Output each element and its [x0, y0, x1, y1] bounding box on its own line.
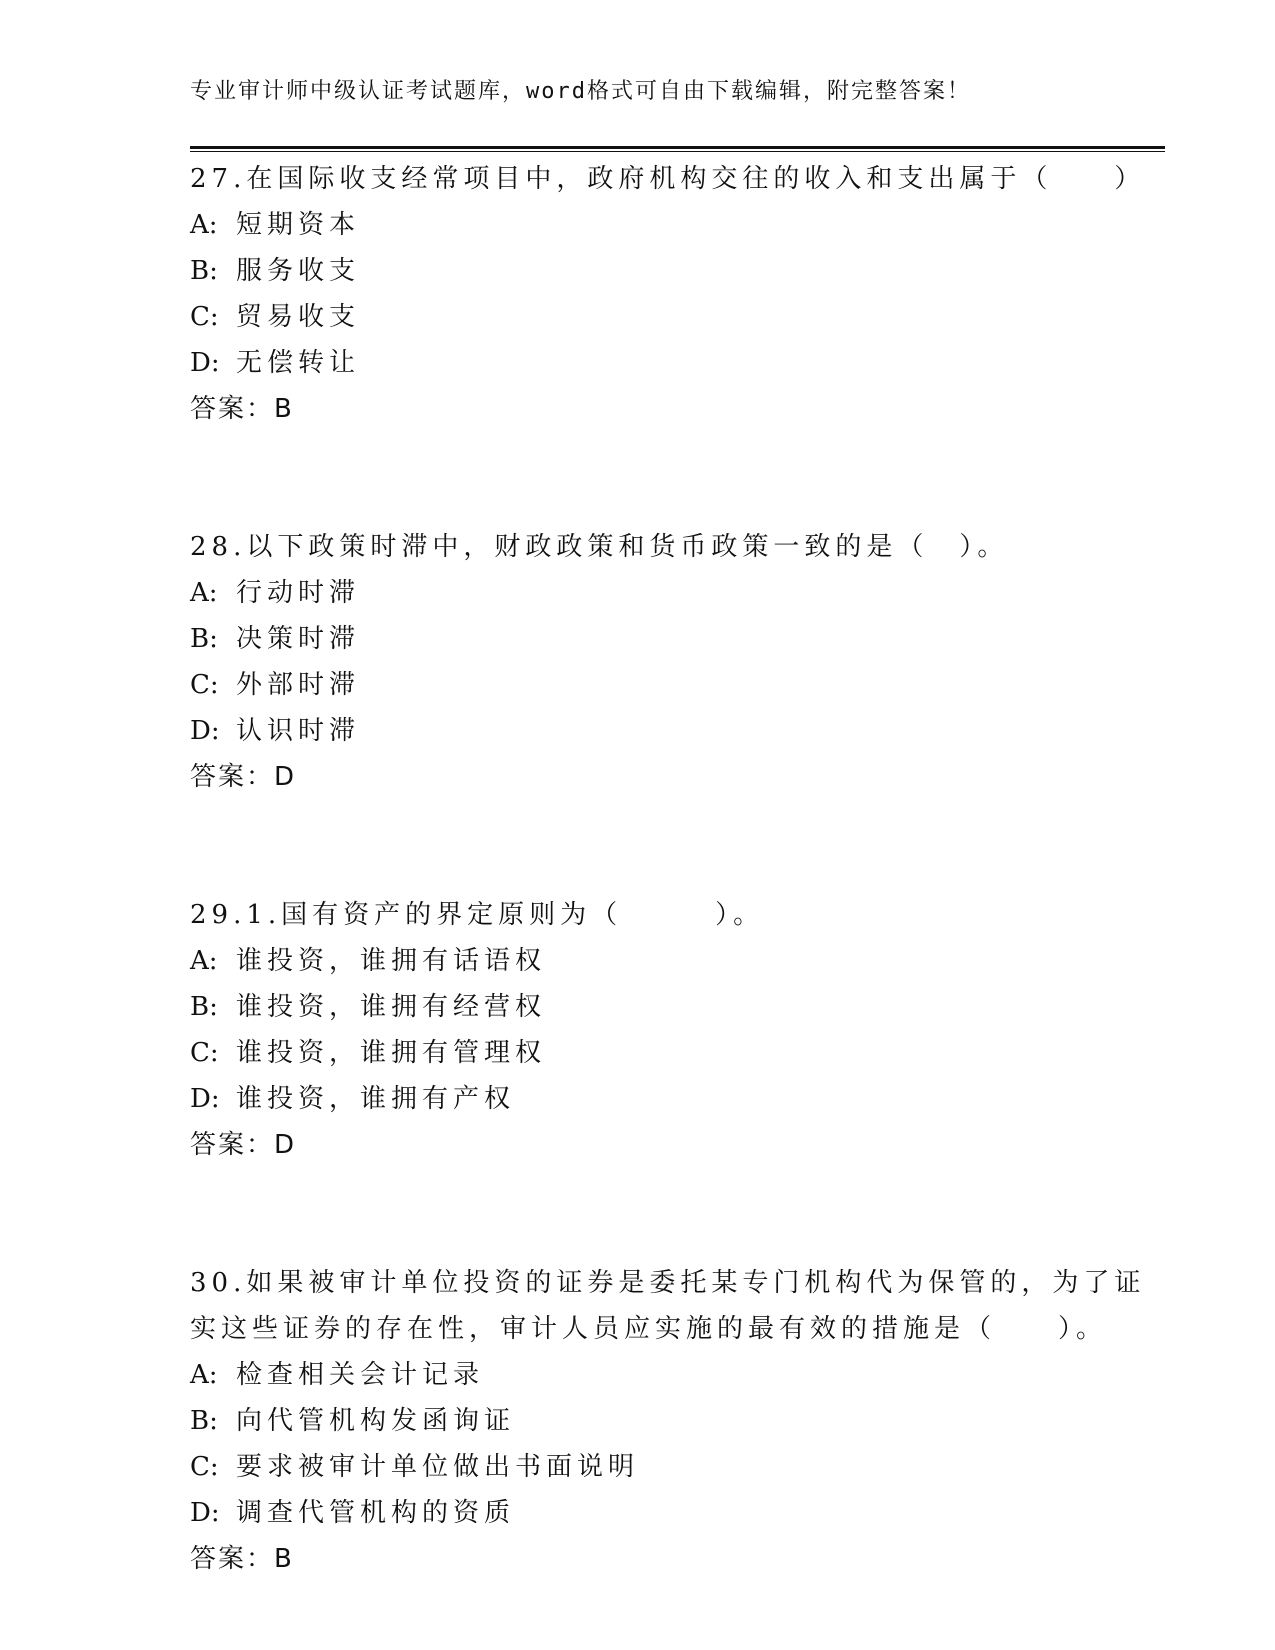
answer-line: 答案：B — [190, 1544, 294, 1574]
option-key: C: — [190, 670, 219, 700]
option-key: B: — [190, 256, 218, 286]
spacer — [190, 432, 1090, 524]
spacer — [190, 800, 1090, 892]
option-text: 检查相关会计记录 — [236, 1360, 485, 1390]
question-stem: 29.1.国有资产的界定原则为（ ）。 — [190, 900, 765, 930]
answer-line: 答案：B — [190, 394, 294, 424]
option-key: C: — [190, 1038, 219, 1068]
option-text: 外部时滞 — [236, 670, 361, 700]
option-c — [190, 1444, 1090, 1490]
option-key: A: — [190, 578, 218, 608]
header-divider-thin — [190, 151, 1165, 152]
option-text: 谁投资，谁拥有管理权 — [236, 1038, 547, 1068]
option-text: 认识时滞 — [236, 716, 361, 746]
question-stem: 27.在国际收支经常项目中，政府机构交往的收入和支出属于（ ） — [190, 164, 1146, 194]
option-text: 贸易收支 — [236, 302, 361, 332]
option-text: 谁投资，谁拥有话语权 — [236, 946, 547, 976]
option-d — [190, 708, 1090, 754]
option-key: C: — [190, 1452, 219, 1482]
option-key: A: — [190, 210, 218, 240]
option-text: 短期资本 — [236, 210, 361, 240]
option-text: 行动时滞 — [236, 578, 361, 608]
option-b — [190, 616, 1090, 662]
option-text: 决策时滞 — [236, 624, 361, 654]
question-stem: 28.以下政策时滞中，财政政策和货币政策一致的是（ ）。 — [190, 532, 1009, 562]
option-d — [190, 1076, 1090, 1122]
option-d — [190, 340, 1090, 386]
question-27 — [190, 156, 1146, 432]
option-key: D: — [190, 348, 220, 378]
option-a — [190, 1352, 1090, 1398]
option-key: D: — [190, 1498, 220, 1528]
option-text: 向代管机构发函询证 — [236, 1406, 516, 1436]
question-stem-line-1: 30.如果被审计单位投资的证券是委托某专门机构代为保管的，为了证 — [190, 1268, 1146, 1298]
option-a — [190, 202, 1090, 248]
option-key: B: — [190, 1406, 218, 1436]
option-text: 服务收支 — [236, 256, 361, 286]
option-text: 谁投资，谁拥有经营权 — [236, 992, 547, 1022]
question-30 — [190, 1260, 1146, 1582]
option-d — [190, 1490, 1090, 1536]
question-29 — [190, 892, 1090, 1168]
option-key: D: — [190, 716, 220, 746]
option-b — [190, 248, 1090, 294]
option-text: 谁投资，谁拥有产权 — [236, 1084, 516, 1114]
header-text: 专业审计师中级认证考试题库，word格式可自由下载编辑，附完整答案！ — [190, 79, 971, 104]
option-b — [190, 984, 1090, 1030]
option-a — [190, 938, 1090, 984]
option-key: B: — [190, 624, 218, 654]
option-key: A: — [190, 1360, 218, 1390]
option-key: A: — [190, 946, 218, 976]
answer-line: 答案：D — [190, 1130, 297, 1160]
header-divider-thick — [190, 146, 1165, 149]
option-text: 无偿转让 — [236, 348, 361, 378]
question-list — [190, 156, 1146, 1582]
option-text: 要求被审计单位做出书面说明 — [236, 1452, 640, 1482]
option-key: C: — [190, 302, 219, 332]
answer-line: 答案：D — [190, 762, 297, 792]
option-key: B: — [190, 992, 218, 1022]
option-c — [190, 662, 1090, 708]
question-28 — [190, 524, 1090, 800]
option-c — [190, 1030, 1090, 1076]
spacer — [190, 1168, 1090, 1260]
question-stem-line-2: 实这些证券的存在性，审计人员应实施的最有效的措施是（ ）。 — [190, 1314, 1108, 1344]
header-divider — [190, 146, 1165, 152]
option-b — [190, 1398, 1090, 1444]
option-key: D: — [190, 1084, 220, 1114]
option-a — [190, 570, 1090, 616]
option-c — [190, 294, 1090, 340]
option-text: 调查代管机构的资质 — [236, 1498, 516, 1528]
